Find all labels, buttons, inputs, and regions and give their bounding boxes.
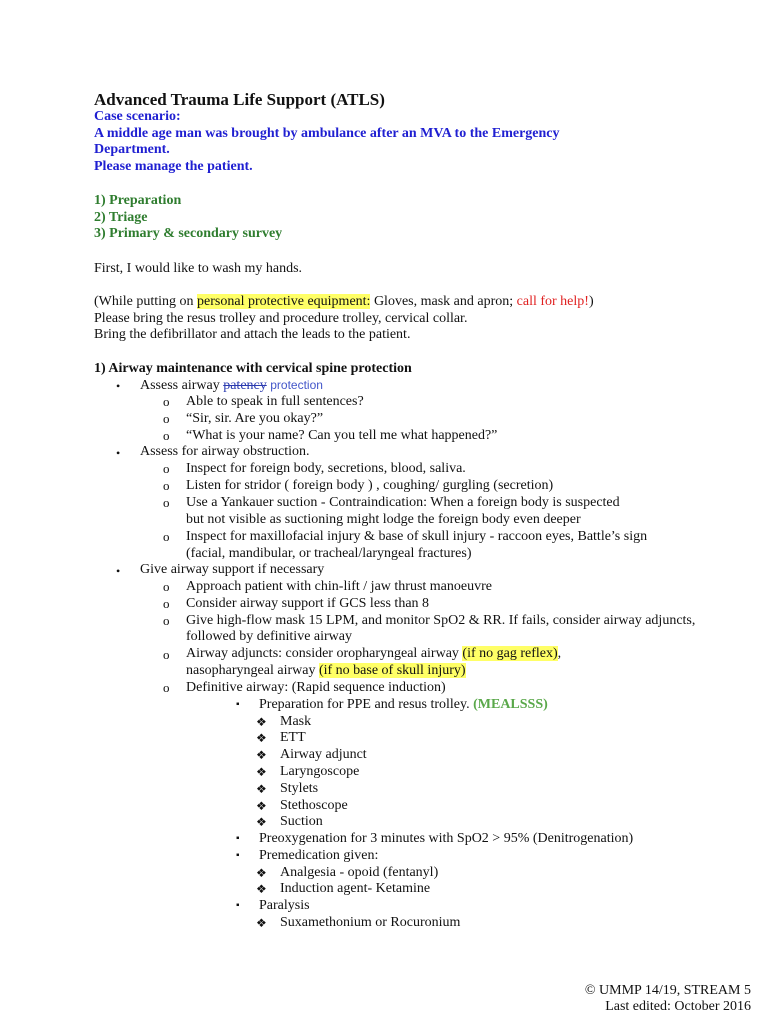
case-scenario-line: Department. [94, 142, 170, 157]
step-item: 1) Preparation [94, 193, 182, 208]
trolley-text: Please bring the resus trolley and procedure trolley, cervical collar. [94, 311, 468, 326]
bullet-icon: o [163, 411, 170, 426]
footer-last-edited: Last edited: October 2016 [605, 999, 751, 1014]
bullet-icon: ▪ [236, 699, 240, 710]
list-item-continued [186, 663, 466, 679]
list-item: Give airway support if necessary [140, 562, 325, 577]
diamond-bullet-icon: ❖ [256, 765, 267, 779]
bullet-icon: o [163, 495, 170, 510]
adjunct-text: , [557, 646, 562, 661]
mealsss-item: Stethoscope [280, 798, 348, 813]
list-item: Inspect for foreign body, secretions, blood, saliva. [186, 461, 466, 476]
call-for-help-text: call for help! [516, 294, 589, 309]
mealsss-label: (MEALSSS) [473, 697, 548, 712]
diamond-bullet-icon: ❖ [256, 715, 267, 729]
assess-airway-item [140, 377, 323, 394]
list-item: Give high-flow mask 15 LPM, and monitor SpO2 & RR. If fails, consider airway adjuncts, [186, 613, 696, 628]
list-item: Definitive airway: (Rapid sequence induction) [186, 680, 446, 695]
diamond-bullet-icon: ❖ [256, 916, 267, 930]
gag-reflex-highlight: (if no gag reflex) [462, 646, 558, 661]
premed-item: Induction agent- Ketamine [280, 881, 431, 896]
inserted-text: protection [270, 378, 323, 392]
ppe-highlight: personal protective equipment: [197, 294, 371, 309]
document-title: Advanced Trauma Life Support (ATLS) [94, 90, 385, 109]
bullet-icon: o [163, 680, 170, 695]
assess-airway-text: Assess airway [140, 378, 224, 393]
ppe-text: (While putting on [94, 294, 198, 309]
mealsss-item: Suction [280, 814, 323, 829]
case-scenario-line: A middle age man was brought by ambulance after an MVA to the Emergency [94, 126, 560, 141]
diamond-bullet-icon: ❖ [256, 748, 267, 762]
bullet-icon: o [163, 647, 170, 662]
adjunct-text: Airway adjuncts: consider oropharyngeal airway [186, 646, 463, 661]
ppe-text: Gloves, mask and apron; [370, 294, 517, 309]
bullet-icon: o [163, 478, 170, 493]
bullet-icon: ▪ [236, 900, 240, 911]
step-item: 3) Primary & secondary survey [94, 226, 283, 241]
list-item: Assess for airway obstruction. [140, 444, 310, 459]
list-item: Able to speak in full sentences? [186, 394, 364, 409]
bullet-icon: ▪ [236, 833, 240, 844]
list-item: “Sir, sir. Are you okay?” [186, 411, 324, 426]
bullet-icon: o [163, 613, 170, 628]
mealsss-item: Mask [280, 714, 312, 729]
rsi-prep-text: Preparation for PPE and resus trolley. [259, 697, 474, 712]
mealsss-item: Stylets [280, 781, 319, 796]
footer-copyright: © UMMP 14/19, STREAM 5 [584, 983, 751, 998]
list-item: Preoxygenation for 3 minutes with SpO2 > 95% (Denitrogenation) [259, 831, 634, 846]
defibrillator-text: Bring the defibrillator and attach the leads to the patient. [94, 327, 411, 342]
bullet-icon: • [116, 446, 121, 460]
airway-heading: 1) Airway maintenance with cervical spine protection [94, 361, 412, 376]
mealsss-item: ETT [280, 730, 306, 745]
list-item [186, 646, 561, 662]
list-item: Paralysis [259, 898, 310, 913]
list-item-continued: but not visible as suctioning might lodge the foreign body even deeper [186, 512, 581, 527]
mealsss-item: Laryngoscope [280, 764, 360, 779]
bullet-icon: • [116, 379, 121, 393]
struck-text: patency [223, 378, 267, 393]
diamond-bullet-icon: ❖ [256, 815, 267, 829]
diamond-bullet-icon: ❖ [256, 731, 267, 745]
list-item: Use a Yankauer suction - Contraindication: When a foreign body is suspected [186, 495, 620, 510]
list-item: Premedication given: [259, 848, 379, 863]
wash-hands-text: First, I would like to wash my hands. [94, 261, 303, 276]
adjunct-text: nasopharyngeal airway [186, 663, 319, 678]
bullet-icon: • [116, 564, 121, 578]
list-item: “What is your name? Can you tell me what happened?” [186, 428, 498, 443]
list-item [259, 697, 548, 713]
diamond-bullet-icon: ❖ [256, 782, 267, 796]
premed-item: Analgesia - opoid (fentanyl) [280, 865, 439, 880]
bullet-icon: o [163, 461, 170, 476]
diamond-bullet-icon: ❖ [256, 882, 267, 896]
skull-injury-highlight: (if no base of skull injury) [318, 663, 466, 678]
bullet-icon: o [163, 579, 170, 594]
ppe-line [94, 294, 594, 310]
case-scenario-line: Please manage the patient. [94, 159, 253, 174]
diamond-bullet-icon: ❖ [256, 799, 267, 813]
list-item: Consider airway support if GCS less than 8 [186, 596, 430, 611]
list-item: Approach patient with chin-lift / jaw thrust manoeuvre [186, 579, 492, 594]
bullet-icon: o [163, 428, 170, 443]
bullet-icon: o [163, 529, 170, 544]
list-item: Inspect for maxillofacial injury & base of skull injury - raccoon eyes, Battle’s sign [186, 529, 648, 544]
bullet-icon: o [163, 596, 170, 611]
bullet-icon: o [163, 394, 170, 409]
list-item-continued: (facial, mandibular, or tracheal/laryngeal fractures) [186, 546, 472, 561]
diamond-bullet-icon: ❖ [256, 866, 267, 880]
paralysis-item: Suxamethonium or Rocuronium [280, 915, 461, 930]
mealsss-item: Airway adjunct [280, 747, 367, 762]
step-item: 2) Triage [94, 210, 148, 225]
list-item-continued: followed by definitive airway [186, 629, 353, 644]
ppe-text: ) [588, 294, 594, 309]
list-item: Listen for stridor ( foreign body ) , coughing/ gurgling (secretion) [186, 478, 554, 493]
bullet-icon: ▪ [236, 850, 240, 861]
case-scenario-label: Case scenario: [94, 109, 181, 124]
